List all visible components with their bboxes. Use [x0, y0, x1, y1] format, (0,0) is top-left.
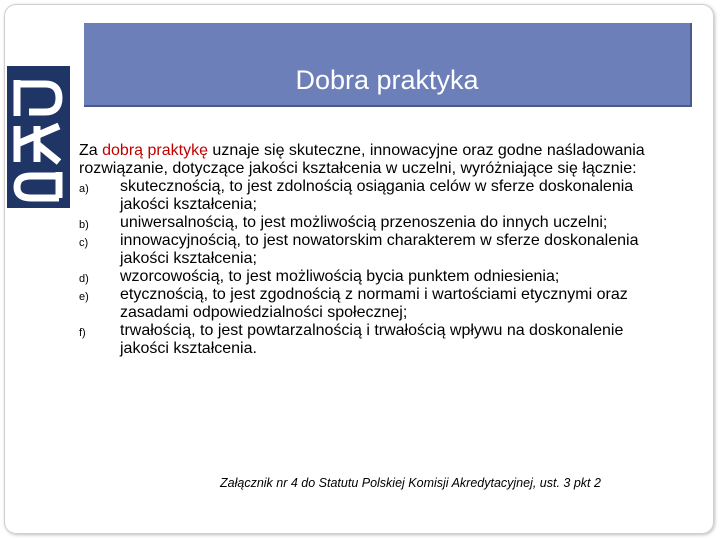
list-text: wzorcowością, to jest możliwością bycia punktem odniesienia; [120, 268, 560, 285]
intro-paragraph [79, 142, 659, 178]
list-item [79, 232, 659, 268]
pka-logo [7, 66, 70, 208]
list-text: innowacyjnością, to jest nowatorskim charakterem w sferze doskonalenia jakości kształcenia; [120, 232, 639, 267]
list-text: skutecznością, to jest zdolnością osiągania celów w sferze doskonalenia jakości kształcenia; [120, 178, 634, 213]
page-title: Dobra praktyka [295, 65, 479, 95]
list-item [79, 268, 659, 286]
title-bar [84, 23, 692, 107]
intro-prefix: Za [79, 142, 103, 159]
list-marker: a) [79, 183, 89, 195]
list-marker: b) [79, 219, 89, 231]
list-item [79, 286, 659, 322]
list-marker: d) [79, 273, 89, 285]
list-item [79, 322, 659, 358]
criteria-list [79, 178, 659, 358]
intro-rest: uznaje się skuteczne, innowacyjne oraz godne naśladowania rozwiązanie, dotyczące jakości kształcenia w uczelni, wyróżniające się łącznie: [79, 142, 645, 177]
intro-highlight: dobrą praktykę [102, 142, 208, 159]
list-marker: e) [79, 291, 89, 303]
list-text: etycznością, to jest zgodnością z normami i wartościami etycznymi oraz zasadami odpowiedzialności społecznej; [120, 286, 628, 321]
list-item [79, 214, 659, 232]
footnote: Załącznik nr 4 do Statutu Polskiej Komisji Akredytacyjnej, ust. 3 pkt 2 [220, 476, 601, 490]
list-marker: f) [79, 327, 86, 339]
pka-logo-icon [7, 66, 70, 208]
list-text: trwałością, to jest powtarzalnością i trwałością wpływu na doskonalenie jakości kształcenia. [120, 322, 624, 357]
list-marker: c) [79, 237, 89, 249]
list-item [79, 178, 659, 214]
list-text: uniwersalnością, to jest możliwością przenoszenia do innych uczelni; [120, 214, 608, 231]
content [79, 142, 659, 358]
